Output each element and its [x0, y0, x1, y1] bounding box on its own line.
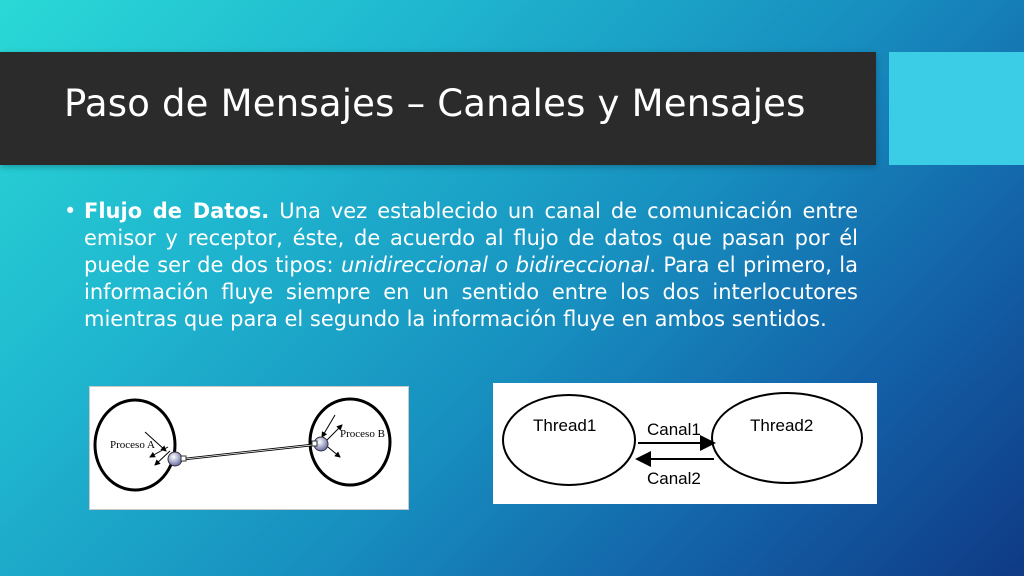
process-b-label: Proceso B — [340, 428, 385, 440]
slide-title: Paso de Mensajes – Canales y Mensajes — [64, 82, 806, 125]
bold-lead: Flujo de Datos. — [84, 199, 270, 223]
italic-term: unidireccional o bidireccional — [340, 253, 650, 277]
thread-diagram-svg — [493, 383, 877, 504]
process-diagram — [89, 386, 409, 510]
process-a-label: Proceso A — [110, 439, 155, 451]
content-area — [64, 198, 858, 333]
bullet-icon: • — [64, 199, 77, 223]
bullet-item — [64, 198, 858, 333]
paragraph-text-1: Una vez establecido un canal de comunicación entre emisor y receptor, éste, de acuerdo al flujo de datos que pasan por él puede ser de dos tipos: — [84, 199, 858, 277]
thread2-ellipse — [712, 393, 862, 483]
canal2-label: Canal2 — [647, 469, 701, 488]
process-diagram-svg — [90, 387, 408, 509]
accent-square — [889, 52, 1024, 165]
thread2-label: Thread2 — [750, 416, 814, 435]
thread1-ellipse — [503, 395, 635, 485]
bullet-paragraph — [84, 198, 858, 333]
port-a — [168, 452, 182, 466]
canal1-label: Canal1 — [647, 420, 701, 439]
thread1-label: Thread1 — [533, 416, 597, 435]
thread-diagram — [493, 383, 877, 504]
paragraph-text-2: . Para el primero, la información fluye siempre en un sentido entre los dos interlocutores mientras que para el segundo la información fluye en ambos sentidos. — [84, 253, 859, 331]
